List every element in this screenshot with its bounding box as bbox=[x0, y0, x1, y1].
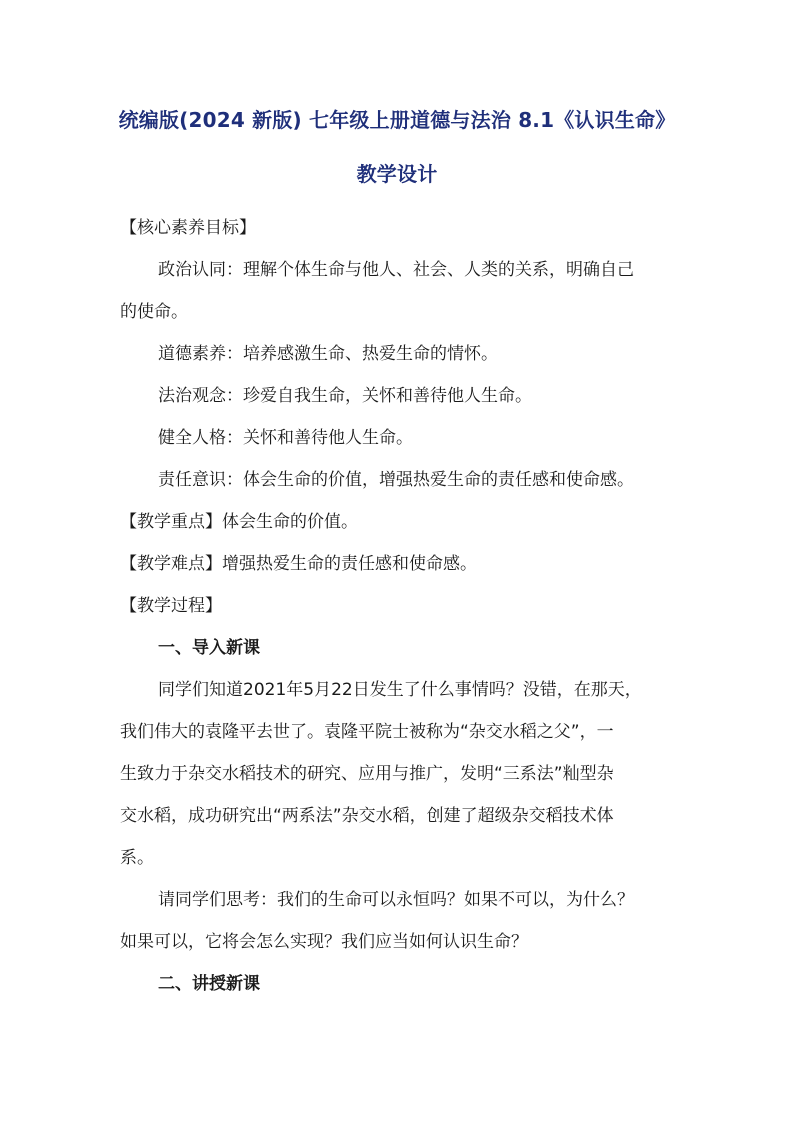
paragraph-line: 责任意识：体会生命的价值，增强热爱生命的责任感和使命感。 bbox=[158, 470, 634, 490]
paragraph-line: 我们伟大的袁隆平去世了。袁隆平院士被称为“杂交水稻之父”，一 bbox=[120, 722, 614, 742]
section-heading-core-goals: 【核心素养目标】 bbox=[120, 218, 256, 238]
paragraph-line: 系。 bbox=[120, 848, 154, 868]
paragraph-line: 健全人格：关怀和善待他人生命。 bbox=[158, 428, 413, 448]
paragraph-line: 生致力于杂交水稻技术的研究、应用与推广，发明“三系法”籼型杂 bbox=[120, 764, 614, 784]
paragraph-line: 法治观念：珍爱自我生命，关怀和善待他人生命。 bbox=[158, 386, 532, 406]
paragraph-line: 政治认同：理解个体生命与他人、社会、人类的关系，明确自己 bbox=[158, 260, 634, 280]
subsection-heading-teaching: 二、讲授新课 bbox=[158, 974, 260, 994]
subsection-heading-intro: 一、导入新课 bbox=[158, 638, 260, 658]
section-heading-difficulty: 【教学难点】增强热爱生命的责任感和使命感。 bbox=[120, 554, 477, 574]
paragraph-line: 请同学们思考：我们的生命可以永恒吗？如果不可以，为什么？ bbox=[158, 890, 634, 910]
paragraph-line: 的使命。 bbox=[120, 302, 188, 322]
paragraph-line: 同学们知道2021年5月22日发生了什么事情吗？没错，在那天， bbox=[158, 680, 642, 700]
paragraph-line: 如果可以，它将会怎么实现？我们应当如何认识生命？ bbox=[120, 932, 528, 952]
section-heading-key-point: 【教学重点】体会生命的价值。 bbox=[120, 512, 358, 532]
document-title-line2: 教学设计 bbox=[356, 162, 438, 186]
paragraph-line: 道德素养：培养感激生命、热爱生命的情怀。 bbox=[158, 344, 498, 364]
paragraph-line: 交水稻，成功研究出“两系法”杂交水稻，创建了超级杂交稻技术体 bbox=[120, 806, 614, 826]
document-title-line1: 统编版(2024 新版) 七年级上册道德与法治 8.1《认识生命》 bbox=[118, 108, 676, 132]
section-heading-process: 【教学过程】 bbox=[120, 596, 222, 616]
